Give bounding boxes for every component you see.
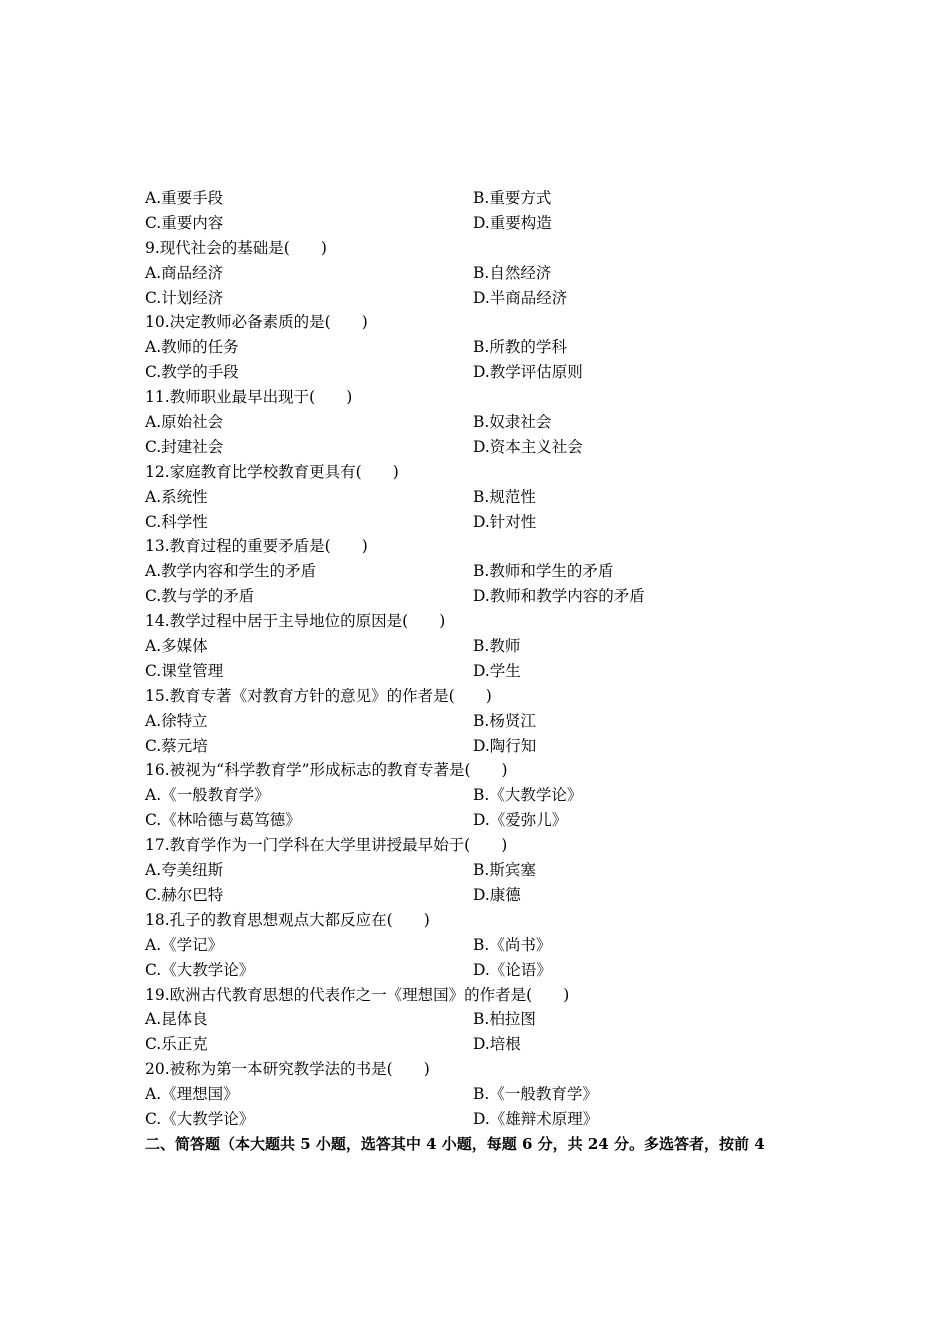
option-a: A.原始社会 (145, 413, 224, 432)
option-d: D.康德 (473, 885, 521, 904)
option-c: C.封建社会 (145, 437, 224, 456)
option-row (145, 360, 825, 385)
option-row (145, 186, 825, 211)
question-stem: 15.教育专著《对教育方针的意见》的作者是( ) (145, 686, 492, 705)
option-a: A.重要手段 (145, 189, 224, 207)
option-d: D.《雄辩术原理》 (473, 1109, 599, 1128)
question-stem: 12.家庭教育比学校教育更具有( ) (145, 462, 399, 481)
option-b: B.柏拉图 (473, 1010, 536, 1029)
option-row (145, 958, 825, 983)
option-d: D.资本主义社会 (473, 437, 583, 456)
question-list (145, 236, 825, 1132)
option-d: D.半商品经济 (473, 288, 568, 307)
option-b: B.所教的学科 (473, 338, 567, 357)
option-c: C.课堂管理 (145, 661, 224, 680)
question-stem: 20.被称为第一本研究教学法的书是( ) (145, 1060, 430, 1079)
option-a: A.系统性 (145, 487, 208, 506)
option-c: C.教学的手段 (145, 363, 239, 382)
option-row (145, 783, 825, 808)
section-heading: 二、简答题（本大题共 5 小题，选答其中 4 小题，每题 6 分，共 24 分。多选答者，按前 4 (145, 1134, 765, 1153)
option-row (145, 709, 825, 734)
question-stem: 11.教师职业最早出现于( ) (145, 388, 353, 407)
option-a: A.《理想国》 (145, 1085, 239, 1104)
option-b: B.教师 (473, 637, 521, 656)
option-b: B.《大教学论》 (473, 786, 583, 805)
option-row (145, 634, 825, 659)
option-b: B.《一般教育学》 (473, 1085, 598, 1104)
option-a: A.商品经济 (145, 263, 224, 282)
question-stem: 13.教育过程的重要矛盾是( ) (145, 537, 368, 556)
option-row (145, 335, 825, 360)
option-row (145, 435, 825, 460)
option-row (145, 883, 825, 908)
option-c: C.《林哈德与葛笃德》 (145, 811, 301, 830)
option-row (145, 584, 825, 609)
exam-content (145, 186, 825, 1157)
option-row (145, 410, 825, 435)
option-a: A.徐特立 (145, 711, 208, 730)
option-d: D.《爱弥儿》 (473, 811, 568, 830)
option-c: C.《大教学论》 (145, 1109, 255, 1128)
option-row (145, 485, 825, 510)
option-row (145, 510, 825, 535)
option-b: B.规范性 (473, 487, 536, 506)
option-c: C.赫尔巴特 (145, 885, 224, 904)
option-c: C.《大教学论》 (145, 960, 255, 979)
option-c: C.重要内容 (145, 213, 224, 232)
option-b: B.《尚书》 (473, 935, 552, 954)
option-b: B.斯宾塞 (473, 861, 536, 880)
question-stem: 14.教学过程中居于主导地位的原因是( ) (145, 612, 446, 631)
option-d: D.重要构造 (473, 213, 552, 232)
option-b: B.重要方式 (473, 189, 552, 207)
option-row (145, 286, 825, 311)
option-row (145, 933, 825, 958)
question-stem: 16.被视为“科学教育学”形成标志的教育专著是( ) (145, 761, 508, 780)
option-a: A.昆体良 (145, 1010, 208, 1029)
option-row (145, 808, 825, 833)
option-d: D.教师和教学内容的矛盾 (473, 587, 645, 606)
option-row (145, 659, 825, 684)
option-b: B.奴隶社会 (473, 413, 552, 432)
option-c: C.教与学的矛盾 (145, 587, 255, 606)
option-a: A.教师的任务 (145, 338, 239, 357)
option-a: A.教学内容和学生的矛盾 (145, 562, 317, 581)
option-row (145, 1007, 825, 1032)
question-stem: 10.决定教师必备素质的是( ) (145, 313, 368, 332)
option-c: C.蔡元培 (145, 736, 208, 755)
option-b: B.杨贤江 (473, 711, 536, 730)
question-stem: 18.孔子的教育思想观点大都反应在( ) (145, 910, 430, 929)
option-row (145, 1107, 825, 1132)
option-c: C.乐正克 (145, 1035, 208, 1054)
option-d: D.培根 (473, 1035, 521, 1054)
option-a: A.多媒体 (145, 637, 208, 656)
option-c: C.计划经济 (145, 288, 224, 307)
option-a: A.夸美纽斯 (145, 861, 224, 880)
option-row (145, 211, 825, 236)
question-stem: 19.欧洲古代教育思想的代表作之一《理想国》的作者是( ) (145, 985, 570, 1004)
option-row (145, 858, 825, 883)
option-d: D.教学评估原则 (473, 363, 583, 382)
option-row (145, 261, 825, 286)
option-b: B.教师和学生的矛盾 (473, 562, 614, 581)
option-row (145, 559, 825, 584)
question-stem: 17.教育学作为一门学科在大学里讲授最早始于( ) (145, 836, 508, 855)
option-row (145, 1032, 825, 1057)
option-d: D.《论语》 (473, 960, 552, 979)
option-d: D.陶行知 (473, 736, 537, 755)
option-a: A.《学记》 (145, 935, 224, 954)
question-stem: 9.现代社会的基础是( ) (145, 238, 327, 257)
option-row (145, 1082, 825, 1107)
option-d: D.学生 (473, 661, 521, 680)
option-d: D.针对性 (473, 512, 537, 531)
option-row (145, 734, 825, 759)
option-b: B.自然经济 (473, 263, 552, 282)
option-c: C.科学性 (145, 512, 208, 531)
option-a: A.《一般教育学》 (145, 786, 270, 805)
